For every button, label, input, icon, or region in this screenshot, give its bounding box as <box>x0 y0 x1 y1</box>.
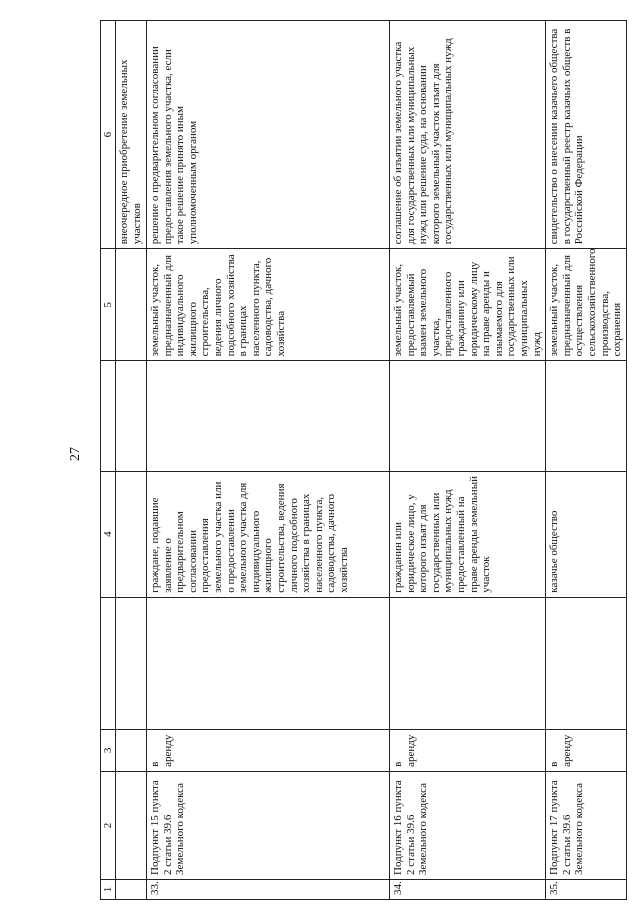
col-number-5: 5 <box>101 249 116 361</box>
applicant: граждане, подавшие заявление о предварительном согласовании предоставления земельного участка или о предоставлении земельного участка для индивидуального жилищного строительства, ведения личного подсобного хозяйства в границах населенного пункта, садоводства, дачного хозяйства <box>147 471 390 597</box>
col-number-4: 4 <box>101 471 116 597</box>
cell-empty <box>390 597 546 729</box>
provision-type: в аренду <box>147 729 390 771</box>
continuation-documents: внеочередное приобретение земельных участков <box>116 21 147 249</box>
cell-empty <box>116 471 147 597</box>
applicant: гражданин или юридическое лицо, у которого изъят для государственных или муниципальных нужд предоставленный на праве аренды земельный участок <box>390 471 546 597</box>
cell-empty <box>116 771 147 879</box>
col-number-6: 6 <box>101 21 116 249</box>
provision-type: в аренду <box>390 729 546 771</box>
legal-basis: Подпункт 16 пункта 2 статьи 39.6 Земельного кодекса <box>390 771 546 879</box>
table-row <box>546 21 627 900</box>
row-number: 33. <box>147 879 390 899</box>
land-plot: земельный участок, предназначенный для осуществления сельскохозяйственного производства, сохранения <box>546 249 627 361</box>
col-number-empty-b <box>101 361 116 471</box>
cell-empty <box>116 597 147 729</box>
table-row <box>147 21 390 900</box>
cell-empty <box>546 361 627 471</box>
cell-empty <box>116 879 147 899</box>
rotated-table-wrapper <box>100 20 624 900</box>
legal-basis: Подпункт 15 пункта 2 статьи 39.6 Земельного кодекса <box>147 771 390 879</box>
provision-type: в аренду <box>546 729 627 771</box>
land-plot: земельный участок, предназначенный для индивидуального жилищного строительства, ведения личного подсобного хозяйства в границах населенного пункта, садоводства, дачного хозяйства <box>147 249 390 361</box>
cell-empty <box>116 249 147 361</box>
cell-empty <box>147 361 390 471</box>
col-number-2: 2 <box>101 771 116 879</box>
documents: свидетельство о внесении казачьего общества в государственный реестр казачьих обществ в Российской Федерации <box>546 21 627 249</box>
land-plot: земельный участок, предоставляемый взамен земельного участка, предоставленного гражданину или юридическому лицу на праве аренды и изымаемого для государственных или муниципальных нужд <box>390 249 546 361</box>
cell-empty <box>116 361 147 471</box>
row-number: 35. <box>546 879 627 899</box>
land-provision-table <box>100 20 627 900</box>
legal-basis: Подпункт 17 пункта 2 статьи 39.6 Земельного кодекса <box>546 771 627 879</box>
col-number-empty-a <box>101 597 116 729</box>
cell-empty <box>390 361 546 471</box>
table-row <box>390 21 546 900</box>
table-row-continuation <box>116 21 147 900</box>
page-number: 27 <box>68 447 83 461</box>
applicant: казачье общество <box>546 471 627 597</box>
column-number-row <box>101 21 116 900</box>
row-number: 34. <box>390 879 546 899</box>
cell-empty <box>147 597 390 729</box>
documents: решение о предварительном согласовании предоставления земельного участка, если такое решение принято иным уполномоченным органом <box>147 21 390 249</box>
documents: соглашение об изъятии земельного участка для государственных или муниципальных нужд или решение суда, на основании которого земельный участок изъят для государственных или муниципальных нужд <box>390 21 546 249</box>
cell-empty <box>116 729 147 771</box>
cell-empty <box>546 597 627 729</box>
col-number-1: 1 <box>101 879 116 899</box>
col-number-3: 3 <box>101 729 116 771</box>
